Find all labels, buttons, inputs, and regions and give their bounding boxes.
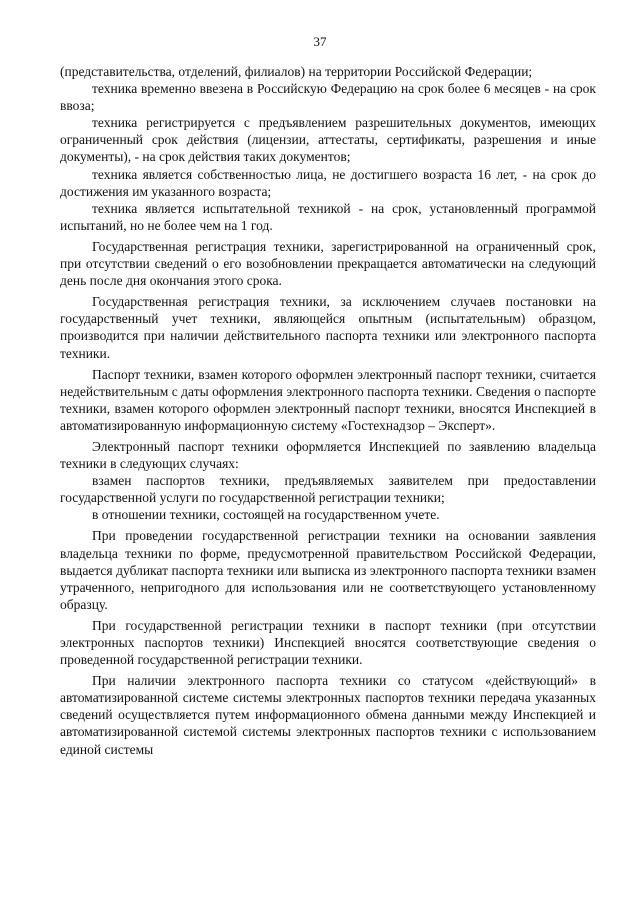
page-number: 37 (313, 34, 327, 49)
paragraph-13: При государственной регистрации техники в паспорт техники (при отсутствии электронных паспортов техники) Инспекцией вносятся соответствующие сведения о проведенной государственной регистрации техники. (60, 617, 596, 668)
paragraph-12: При проведении государственной регистрации техники на основании заявления владельца техники по форме, предусмотренной правительством Российской Федерации, выдается дубликат паспорта техники или выписка из электронного паспорта техники взамен утраченного, непригодного для использования или не соответствующего установленному образцу. (60, 528, 596, 612)
document-body (60, 63, 596, 762)
paragraph-6: Государственная регистрация техники, зарегистрированной на ограниченный срок, при отсутствии сведений о его возобновлении прекращается автоматически на следующий день после дня окончания этого срока. (60, 238, 596, 289)
paragraph-14: При наличии электронного паспорта техники со статусом «действующий» в автоматизированной системе системы электронных паспортов техники передача указанных сведений осуществляется путем информационного обмена данными между Инспекцией и автоматизированной системой системы электронных паспортов техники с использованием единой системы (60, 673, 596, 757)
paragraph-2: техника временно ввезена в Российскую Федерацию на срок более 6 месяцев - на срок ввоза; (60, 81, 596, 114)
paragraph-4: техника является собственностью лица, не достигшего возраста 16 лет, - на срок до достижения им указанного возраста; (60, 166, 596, 199)
paragraph-9: Электронный паспорт техники оформляется Инспекцией по заявлению владельца техники в следующих случаях: (60, 438, 596, 472)
paragraph-1: (представительства, отделений, филиалов) на территории Российской Федерации; (60, 64, 533, 79)
paragraph-7: Государственная регистрация техники, за исключением случаев постановки на государственный учет техники, являющейся опытным (испытательным) образцом, производится при наличии действительного паспорта техники или электронного паспорта техники. (60, 294, 596, 361)
paragraph-3: техника регистрируется с предъявлением разрешительных документов, имеющих ограниченный срок действия (лицензии, аттестаты, сертификаты, разрешения и иные документы), - на срок действия таких документов; (60, 115, 596, 165)
paragraph-11: в отношении техники, состоящей на государственном учете. (92, 507, 440, 523)
paragraph-10: взамен паспортов техники, предъявляемых заявителем при предоставлении государственной услуги по государственной регистрации техники; (60, 473, 596, 506)
paragraph-5: техника является испытательной техникой - на срок, установленный программой испытаний, но не более чем на 1 год. (60, 200, 596, 233)
paragraph-8: Паспорт техники, взамен которого оформлен электронный паспорт техники, считается недействительным с даты оформления электронного паспорта техники. Сведения о паспорте техники, взамен которого оформлен электронный паспорт техники, вносятся Инспекцией в автоматизированную информационную систему «Гостехнадзор – Эксперт». (60, 366, 596, 433)
